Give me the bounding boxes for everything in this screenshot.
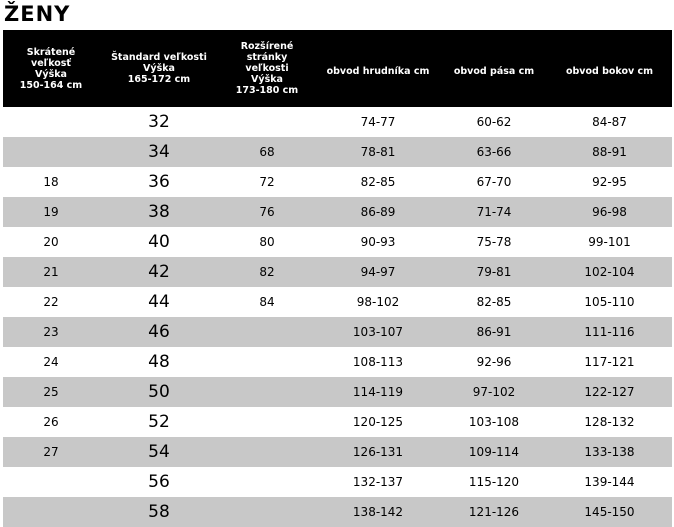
cell-short-size: 20 (43, 235, 59, 249)
cell-standard-size: 52 (148, 412, 170, 432)
cell-waist: 121-126 (441, 497, 547, 527)
table-row (3, 317, 672, 347)
cell-short-size (3, 497, 99, 527)
cell-standard-size: 48 (148, 352, 170, 372)
cell-waist: 75-78 (476, 235, 512, 249)
cell-standard-size: 32 (148, 112, 170, 132)
cell-extended-size (219, 467, 315, 497)
cell-standard-size: 54 (99, 437, 219, 467)
cell-chest: 108-113 (352, 355, 404, 369)
header-hips (547, 30, 672, 107)
cell-waist: 60-62 (476, 115, 512, 129)
cell-extended-size (219, 407, 315, 437)
cell-short-size: 26 (43, 415, 59, 429)
table-row (3, 407, 672, 437)
cell-short-size: 23 (3, 317, 99, 347)
header-line: veľkosti (245, 63, 289, 74)
header-standard-size (99, 30, 219, 107)
header-short-size (3, 30, 99, 107)
cell-chest: 98-102 (356, 295, 400, 309)
cell-waist: 97-102 (441, 377, 547, 407)
cell-standard-size: 42 (99, 257, 219, 287)
cell-short-size: 19 (3, 197, 99, 227)
cell-hips: 96-98 (547, 197, 672, 227)
table-row (3, 347, 672, 377)
header-waist (441, 30, 547, 107)
header-line: obvod bokov cm (565, 66, 654, 77)
cell-hips: 92-95 (592, 175, 627, 189)
cell-waist: 86-91 (441, 317, 547, 347)
cell-extended-size: 72 (259, 175, 275, 189)
cell-extended-size: 80 (259, 235, 275, 249)
header-line: Skrátené (26, 46, 76, 58)
table-row (3, 497, 672, 527)
cell-waist: 109-114 (441, 437, 547, 467)
cell-waist: 82-85 (476, 295, 512, 309)
cell-waist: 92-96 (476, 355, 512, 369)
cell-chest: 74-77 (360, 115, 396, 129)
table-row (3, 227, 672, 257)
cell-hips: 84-87 (592, 115, 627, 129)
cell-waist: 79-81 (441, 257, 547, 287)
cell-short-size: 21 (3, 257, 99, 287)
cell-waist: 103-108 (468, 415, 520, 429)
cell-chest: 103-107 (315, 317, 441, 347)
cell-chest: 90-93 (360, 235, 396, 249)
cell-standard-size: 56 (148, 472, 170, 492)
cell-chest: 138-142 (315, 497, 441, 527)
table-row (3, 437, 672, 467)
cell-chest: 132-137 (352, 475, 404, 489)
cell-extended-size (219, 317, 315, 347)
header-chest (315, 30, 441, 107)
cell-hips: 88-91 (547, 137, 672, 167)
cell-standard-size: 50 (99, 377, 219, 407)
cell-waist: 63-66 (441, 137, 547, 167)
table-row (3, 467, 672, 497)
page-title: ŽENY (4, 2, 71, 26)
cell-hips: 99-101 (588, 235, 631, 249)
header-line: 165-172 cm (127, 74, 191, 85)
cell-short-size: 18 (43, 175, 59, 189)
cell-short-size: 25 (3, 377, 99, 407)
cell-extended-size (219, 437, 315, 467)
table-row (3, 287, 672, 317)
cell-extended-size: 82 (219, 257, 315, 287)
cell-hips: 145-150 (547, 497, 672, 527)
header-line: 150-164 cm (19, 79, 83, 91)
table-body (3, 107, 672, 527)
header-line: obvod hrudníka cm (326, 66, 430, 77)
cell-standard-size: 38 (99, 197, 219, 227)
cell-waist: 71-74 (441, 197, 547, 227)
header-line: veľkosť (31, 57, 71, 69)
cell-hips: 105-110 (584, 295, 635, 309)
cell-standard-size: 46 (99, 317, 219, 347)
cell-standard-size: 40 (148, 232, 170, 252)
cell-extended-size (219, 107, 315, 137)
cell-extended-size: 76 (219, 197, 315, 227)
cell-chest: 126-131 (315, 437, 441, 467)
cell-extended-size (219, 377, 315, 407)
table-row (3, 107, 672, 137)
cell-standard-size: 34 (99, 137, 219, 167)
cell-short-size (3, 137, 99, 167)
cell-chest: 82-85 (360, 175, 396, 189)
cell-hips: 111-116 (547, 317, 672, 347)
table-row (3, 137, 672, 167)
header-line: Výška (143, 63, 175, 74)
header-line: obvod pása cm (453, 66, 535, 77)
header-row (3, 30, 672, 107)
header-line: Výška (251, 74, 283, 85)
cell-chest: 86-89 (315, 197, 441, 227)
cell-hips: 117-121 (584, 355, 635, 369)
cell-chest: 114-119 (315, 377, 441, 407)
header-line: 173-180 cm (235, 85, 299, 96)
cell-extended-size (219, 347, 315, 377)
cell-waist: 115-120 (468, 475, 520, 489)
cell-extended-size: 84 (259, 295, 275, 309)
table-row (3, 167, 672, 197)
cell-standard-size: 58 (99, 497, 219, 527)
cell-waist: 67-70 (476, 175, 512, 189)
cell-short-size: 27 (3, 437, 99, 467)
table-row (3, 197, 672, 227)
size-chart-table (3, 30, 672, 527)
cell-hips: 102-104 (547, 257, 672, 287)
cell-extended-size: 68 (219, 137, 315, 167)
header-line: Výška (35, 68, 67, 80)
header-line: Štandard veľkosti (111, 52, 207, 63)
cell-hips: 122-127 (547, 377, 672, 407)
cell-short-size: 24 (43, 355, 59, 369)
cell-chest: 120-125 (352, 415, 404, 429)
cell-hips: 133-138 (547, 437, 672, 467)
cell-hips: 139-144 (584, 475, 635, 489)
header-line: Rozšírené stránky (240, 41, 294, 63)
cell-short-size: 22 (43, 295, 59, 309)
table-row (3, 257, 672, 287)
cell-chest: 94-97 (315, 257, 441, 287)
header-extended-size (219, 30, 315, 107)
cell-standard-size: 36 (148, 172, 170, 192)
cell-chest: 78-81 (315, 137, 441, 167)
cell-short-size (3, 107, 99, 137)
table-row (3, 377, 672, 407)
cell-standard-size: 44 (148, 292, 170, 312)
cell-short-size (3, 467, 99, 497)
cell-hips: 128-132 (584, 415, 635, 429)
cell-extended-size (219, 497, 315, 527)
